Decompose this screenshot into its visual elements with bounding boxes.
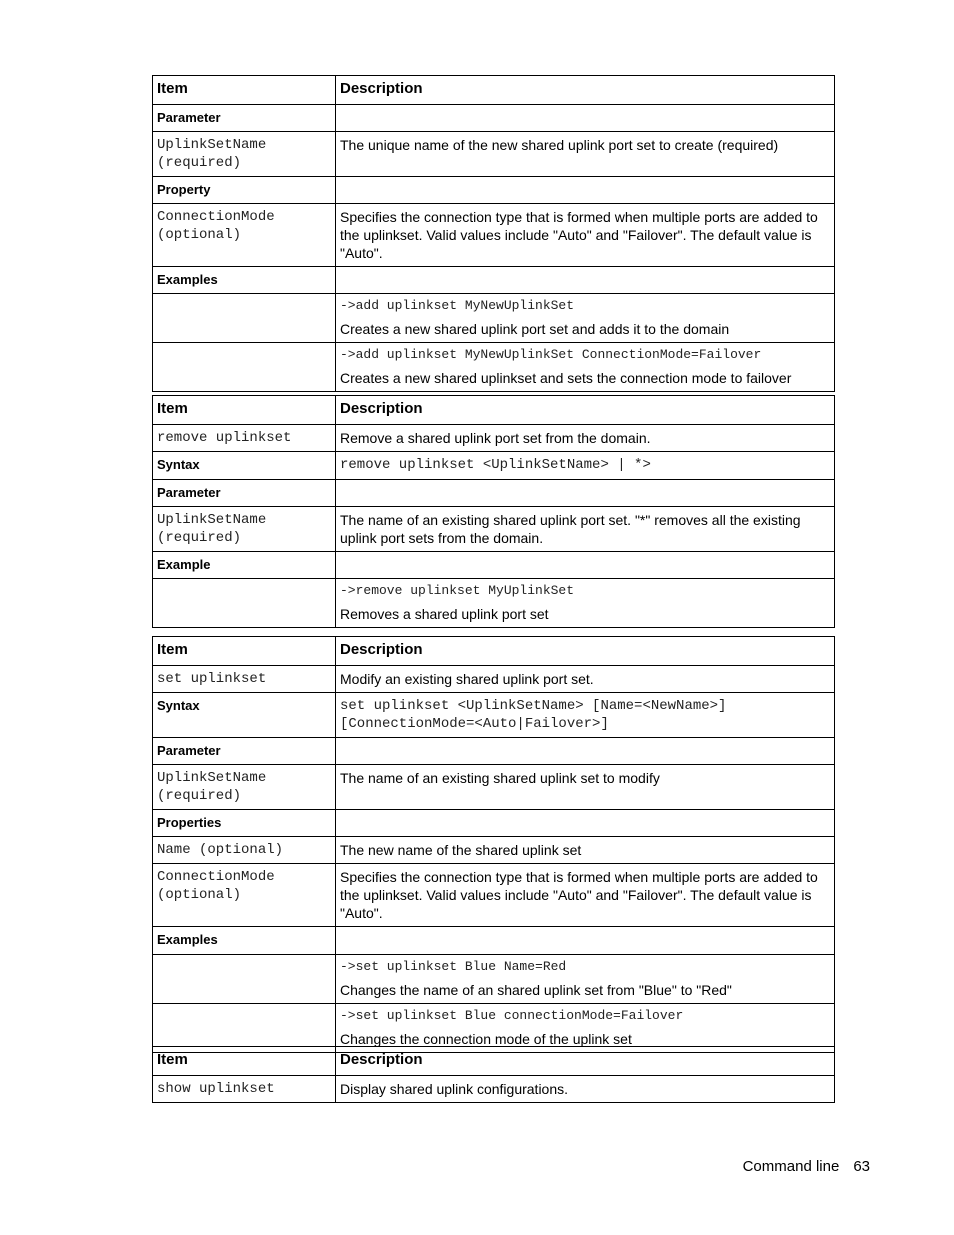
section-row: [153, 452, 835, 480]
header-description: Description: [336, 637, 835, 666]
header-item: Item: [153, 76, 336, 105]
example-command: ->add uplinkset MyNewUplinkSet ConnectionMode=Failover: [340, 347, 762, 362]
property-description: Specifies the connection type that is formed when multiple ports are added to the uplinkset. Valid values include "Auto" and "Failover". The default value is "Auto".: [336, 204, 835, 267]
page-number: 63: [853, 1158, 870, 1175]
parameter-description: The unique name of the new shared uplink port set to create (required): [336, 132, 835, 177]
example-description: Creates a new shared uplinkset and sets the connection mode to failover: [340, 370, 792, 386]
header-description: Description: [336, 396, 835, 425]
table-row: [153, 666, 835, 693]
command-name: show uplinkset: [153, 1076, 336, 1103]
property-name: Name (optional): [153, 837, 336, 864]
section-row: [153, 552, 835, 579]
header-description: Description: [336, 76, 835, 105]
table-header-row: [153, 396, 835, 425]
example-row: [153, 579, 835, 628]
remove-uplinkset-table: [152, 395, 835, 628]
table-row: [153, 765, 835, 810]
section-label-parameter: Parameter: [153, 480, 336, 507]
add-uplinkset-table: [152, 75, 835, 392]
table-row: [153, 204, 835, 267]
example-command: ->set uplinkset Blue Name=Red: [340, 959, 567, 974]
syntax-text: set uplinkset <UplinkSetName> [Name=<NewName>] [ConnectionMode=<Auto|Failover>]: [336, 693, 835, 738]
table-row: [153, 1076, 835, 1103]
set-uplinkset-table: [152, 636, 835, 1053]
example-command: ->remove uplinkset MyUplinkSet: [340, 583, 575, 598]
example-description: Creates a new shared uplink port set and adds it to the domain: [340, 321, 730, 337]
footer-section-title: Command line: [742, 1158, 840, 1175]
command-name: remove uplinkset: [153, 425, 336, 452]
page-footer: [743, 1158, 870, 1175]
section-row: [153, 693, 835, 738]
parameter-description: The name of an existing shared uplink port set. "*" removes all the existing uplink port sets from the domain.: [336, 507, 835, 552]
section-row: [153, 927, 835, 955]
command-name: set uplinkset: [153, 666, 336, 693]
syntax-text: remove uplinkset <UplinkSetName> | *>: [336, 452, 835, 480]
table-row: [153, 507, 835, 552]
table-header-row: [153, 76, 835, 105]
section-row: [153, 105, 835, 132]
table-row: [153, 837, 835, 864]
example-row: [153, 294, 835, 343]
example-row: [153, 955, 835, 1004]
example-command: ->set uplinkset Blue connectionMode=Failover: [340, 1008, 684, 1023]
show-uplinkset-table: [152, 1046, 835, 1103]
table-header-row: [153, 1047, 835, 1076]
section-label-syntax: Syntax: [153, 452, 336, 480]
section-row: [153, 480, 835, 507]
section-label-parameter: Parameter: [153, 738, 336, 765]
section-label-parameter: Parameter: [153, 105, 336, 132]
section-label-examples: Examples: [153, 267, 336, 294]
section-label-syntax: Syntax: [153, 693, 336, 738]
section-label-examples: Examples: [153, 927, 336, 955]
table-row: [153, 132, 835, 177]
section-row: [153, 738, 835, 765]
example-description: Removes a shared uplink port set: [340, 606, 549, 622]
command-description: Modify an existing shared uplink port set.: [336, 666, 835, 693]
example-description: Changes the connection mode of the uplink set: [340, 1031, 632, 1047]
parameter-description: The name of an existing shared uplink set to modify: [336, 765, 835, 810]
section-row: [153, 177, 835, 204]
property-description: Specifies the connection type that is formed when multiple ports are added to the uplinkset. Valid values include "Auto" and "Failover". The default value is "Auto".: [336, 864, 835, 927]
section-row: [153, 267, 835, 294]
section-label-example: Example: [153, 552, 336, 579]
header-item: Item: [153, 1047, 336, 1076]
example-description: Changes the name of an shared uplink set from "Blue" to "Red": [340, 982, 732, 998]
parameter-name: UplinkSetName (required): [153, 507, 336, 552]
table-row: [153, 425, 835, 452]
example-row: [153, 343, 835, 392]
parameter-name: UplinkSetName (required): [153, 132, 336, 177]
example-command: ->add uplinkset MyNewUplinkSet: [340, 298, 575, 313]
table-row: [153, 864, 835, 927]
property-name: ConnectionMode (optional): [153, 204, 336, 267]
header-item: Item: [153, 637, 336, 666]
command-description: Display shared uplink configurations.: [336, 1076, 835, 1103]
header-item: Item: [153, 396, 336, 425]
section-label-properties: Properties: [153, 810, 336, 837]
property-description: The new name of the shared uplink set: [336, 837, 835, 864]
command-description: Remove a shared uplink port set from the domain.: [336, 425, 835, 452]
section-row: [153, 810, 835, 837]
table-header-row: [153, 637, 835, 666]
property-name: ConnectionMode (optional): [153, 864, 336, 927]
section-label-property: Property: [153, 177, 336, 204]
parameter-name: UplinkSetName (required): [153, 765, 336, 810]
header-description: Description: [336, 1047, 835, 1076]
